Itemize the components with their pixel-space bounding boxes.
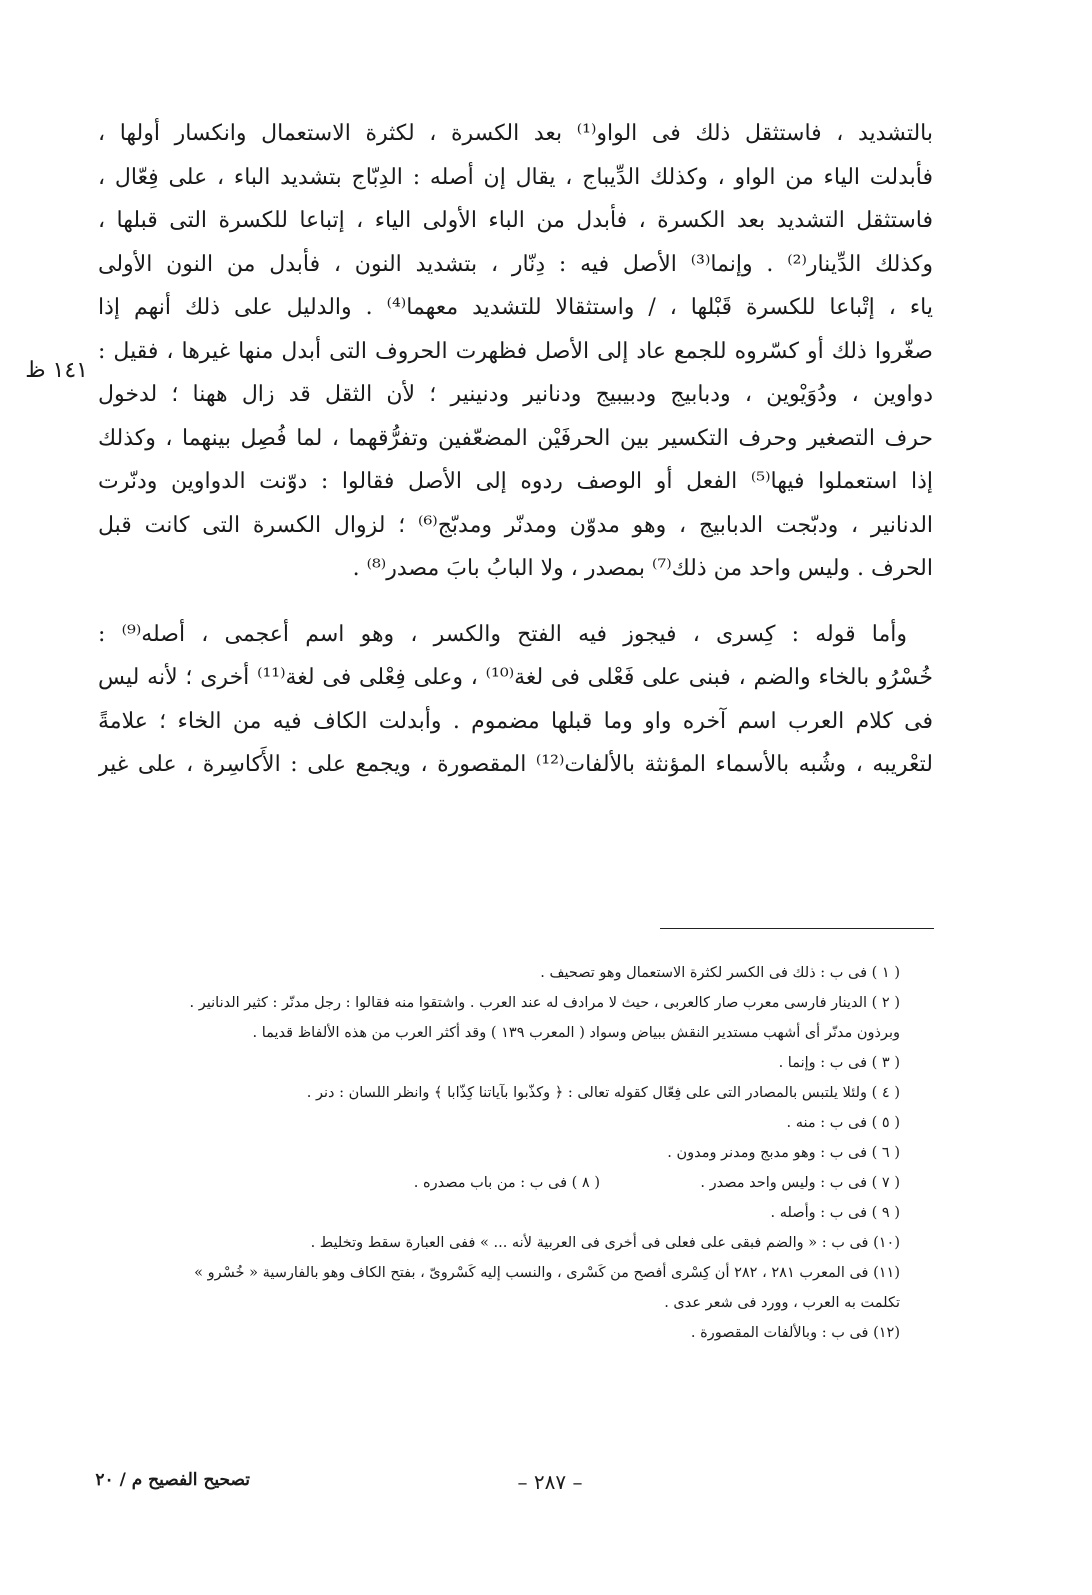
paragraph-2 xyxy=(98,613,933,787)
text-line: وأما قوله : كِسرى ، فيجوز فيه الفتح والكسر ، وهو اسم أعجمى ، أصله⁽⁹⁾ : xyxy=(98,621,907,647)
footnote-continuation: تكلمت به العرب ، وورد فى شعر عدى . xyxy=(664,1295,900,1311)
footnote: (١٢) فى ب : وبالألفات المقصورة . xyxy=(690,1325,900,1341)
footnote: ( ٢ ) الدينار فارسى معرب صار كالعربى ، حيث لا مرادف له عند العرب . واشتقوا منه فقالوا : رجل مدنّر : كثير الدنانير . xyxy=(189,995,900,1011)
text-line: خُسْرُو بالخاء والضم ، فبنى على فَعْلى فى لغة⁽¹⁰⁾ ، وعلى فِعْلى فى لغة⁽¹¹⁾ أخرى ؛ لأنه ليس xyxy=(98,665,933,690)
page-number: – ٢٨٧ – xyxy=(517,1470,583,1494)
footnote: ( ٤ ) ولئلا يلتبس بالمصادر التى على فِعّال كقوله تعالى : ﴿ وكذّبوا بآياتنا كِذّابا ﴾ وانظر اللسان : دنر . xyxy=(306,1085,900,1101)
text-line: لتعْريبه ، وشُبه بالأسماء المؤنثة بالألفات⁽¹²⁾ المقصورة ، ويجمع على : الأَكاسِرة ، على غير xyxy=(98,752,933,777)
footnote: (١١) فى المعرب ٢٨١ ، ٢٨٢ أن كِسْرى أفصح من كَسْرى ، والنسب إليه كَسْروىّ ، بفتح الكاف وهو بالفارسية « خُسْرو » xyxy=(194,1265,900,1281)
text-line: فى كلام العرب اسم آخره واو وما قبلها مضموم . وأبدلت الكاف فيه من الخاء ؛ علامةً xyxy=(98,708,933,734)
signature-mark: تصحيح الفصيح م / ٢٠ xyxy=(95,1470,250,1490)
text-line: صغّروا ذلك أو كسّروه للجمع عاد إلى الأصل فظهرت الحروف التى أبدل منها غيرها ، فقيل : xyxy=(98,338,933,364)
paragraph-1 xyxy=(98,112,933,591)
footnote: ( ٣ ) فى ب : وإنما . xyxy=(778,1055,900,1071)
footnote: ( ٥ ) فى ب : منه . xyxy=(786,1115,900,1131)
manuscript-folio-note: ١٤١ ظ xyxy=(25,358,88,383)
text-line: فاستثقل التشديد بعد الكسرة ، فأبدل من الباء الأولى الياء ، إتباعا للكسرة التى قبلها ، xyxy=(98,208,933,233)
footnotes xyxy=(110,958,900,1348)
text-line: بالتشديد ، فاستثقل ذلك فى الواو⁽¹⁾ بعد الكسرة ، لكثرة الاستعمال وانكسار أولها ، xyxy=(98,121,933,146)
text-line: إذا استعملوا فيها⁽⁵⁾ الفعل أو الوصف ردوه إلى الأصل فقالوا : دوّنت الدواوين ودنّرت xyxy=(98,469,933,494)
text-line: حرف التصغير وحرف التكسير بين الحرفَيْن المضعّفين وتفرُّقهما ، لما فُصِل بينهما ، وكذلك xyxy=(98,425,933,451)
footnote-row xyxy=(110,1168,900,1198)
footnote: ( ٦ ) فى ب : وهو مدبج ومدنر ومدون . xyxy=(667,1145,900,1161)
footnote: ( ٧ ) فى ب : وليس واحد مصدر . xyxy=(700,1175,900,1191)
text-line: فأبدلت الياء من الواو ، وكذلك الدِّيباج ، يقال إن أصله : الدِبّاج بتشديد الباء ، على فِعّال ، xyxy=(98,164,933,190)
footnote-divider xyxy=(660,928,934,929)
footnote: ( ٩ ) فى ب : وأصله . xyxy=(770,1205,900,1221)
text-line: الدنانير ، ودبّجت الدبابيج ، وهو مدوّن ومدنّر ومدبّج⁽⁶⁾ ؛ لزوال الكسرة التى كانت قبل xyxy=(98,512,933,538)
text-line: وكذلك الدِّينار⁽²⁾ . وإنما⁽³⁾ الأصل فيه : دِنّار ، بتشديد النون ، فأبدل من النون الأولى xyxy=(98,251,933,277)
text-line: الحرف . وليس واحد من ذلك⁽⁷⁾ بمصدر ، ولا البابُ بابَ مصدر⁽⁸⁾ . xyxy=(352,556,933,581)
footnote: ( ٨ ) فى ب : من باب مصدره . xyxy=(413,1175,600,1191)
text-line: دواوين ، ودُوَيْوين ، ودبابيج ودبيبيج ودنانير ودنينير ؛ لأن الثقل قد زال ههنا ؛ لدخول xyxy=(98,382,933,407)
footnote-continuation: وبرذون مدنّر أى أشهب مستدير النقش ببياض وسواد ( المعرب ١٣٩ ) وقد أكثر العرب من هذه الألفاظ قديما . xyxy=(252,1025,900,1041)
footnote: ( ١ ) فى ب : ذلك فى الكسر لكثرة الاستعمال وهو تصحيف . xyxy=(540,965,900,981)
footnote: (١٠) فى ب : « والضم فبقى على فعلى فى أخرى فى العربية لأنه ... » ففى العبارة سقط وتخليط . xyxy=(310,1235,900,1251)
text-line: ياء ، إتْباعا للكسرة قَبْلها ، / واستثقالا للتشديد معهما⁽⁴⁾ . والدليل على ذلك أنهم إذا xyxy=(98,295,933,320)
main-text xyxy=(98,112,933,787)
